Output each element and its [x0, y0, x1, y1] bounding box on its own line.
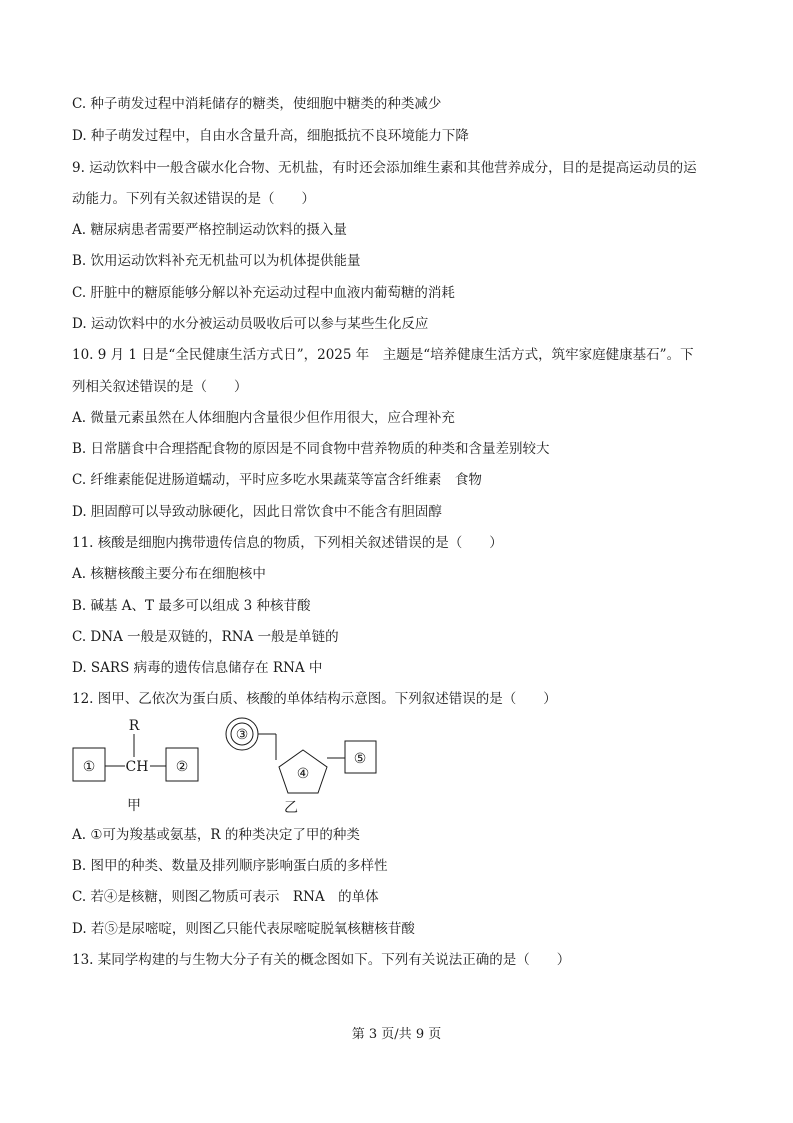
option-c: C. 肝脏中的糖原能够分解以补充运动过程中血液内葡萄糖的消耗 — [72, 285, 455, 301]
option-a: A. 糖尿病患者需要严格控制运动饮料的摄入量 — [72, 222, 347, 238]
option-b: B. 日常膳食中合理搭配食物的原因是不同食物中营养物质的种类和含量差别较大 — [72, 441, 550, 457]
option-c: C. 纤维素能促进肠道蠕动，平时应多吃水果蔬菜等富含纤维素 食物 — [72, 472, 482, 488]
option-a: A. ①可为羧基或氨基，R 的种类决定了甲的种类 — [72, 827, 360, 843]
question-11-stem: 11. 核酸是细胞内携带遗传信息的物质，下列相关叙述错误的是（ ） — [72, 535, 503, 551]
option-b: B. 图甲的种类、数量及排列顺序影响蛋白质的多样性 — [72, 858, 388, 874]
text-line: C. 种子萌发过程中消耗储存的糖类，使细胞中糖类的种类减少 — [72, 96, 442, 112]
option-d: D. 若⑤是尿嘧啶，则图乙只能代表尿嘧啶脱氧核糖核苷酸 — [72, 921, 415, 937]
option-b: B. 碱基 A、T 最多可以组成 3 种核苷酸 — [72, 598, 311, 614]
jia-box-2-label: ② — [175, 759, 189, 775]
option-c: C. DNA 一般是双链的，RNA 一般是单链的 — [72, 629, 339, 645]
yi-caption: 乙 — [284, 800, 298, 816]
jia-r-group-label: R — [128, 718, 140, 734]
question-12-stem: 12. 图甲、乙依次为蛋白质、核酸的单体结构示意图。下列叙述错误的是（ ） — [72, 691, 557, 707]
yi-circle-label: ③ — [235, 727, 249, 743]
option-d: D. SARS 病毒的遗传信息储存在 RNA 中 — [72, 660, 323, 676]
jia-caption: 甲 — [127, 798, 141, 814]
jia-box-1-label: ① — [82, 759, 96, 775]
question-9-stem: 9. 运动饮料中一般含碳水化合物、无机盐，有时还会添加维生素和其他营养成分，目的是提高运动员的运 — [72, 160, 697, 176]
yi-pentagon-label: ④ — [296, 766, 310, 782]
option-b: B. 饮用运动饮料补充无机盐可以为机体提供能量 — [72, 253, 361, 269]
question-9-stem-cont: 动能力。下列有关叙述错误的是（ ） — [72, 191, 315, 207]
option-d: D. 胆固醇可以导致动脉硬化，因此日常饮食中不能含有胆固醇 — [72, 504, 442, 520]
yi-box-label: ⑤ — [353, 751, 367, 767]
question-10-stem: 10. 9 月 1 日是“全民健康生活方式日”，2025 年 主题是“培养健康生活方式，筑牢家庭健康基石”。下 — [72, 347, 694, 363]
text-line: D. 种子萌发过程中，自由水含量升高，细胞抵抗不良环境能力下降 — [72, 128, 469, 144]
option-a: A. 核糖核酸主要分布在细胞核中 — [72, 566, 266, 582]
option-a: A. 微量元素虽然在人体细胞内含量很少但作用很大，应合理补充 — [72, 410, 455, 426]
option-c: C. 若④是核糖，则图乙物质可表示 RNA 的单体 — [72, 889, 379, 905]
option-d: D. 运动饮料中的水分被运动员吸收后可以参与某些生化反应 — [72, 316, 429, 332]
question-10-stem-cont: 列相关叙述错误的是（ ） — [72, 379, 248, 395]
question-13-stem: 13. 某同学构建的与生物大分子有关的概念图如下。下列有关说法正确的是（ ） — [72, 952, 571, 968]
jia-center-label: CH — [125, 759, 149, 775]
page-number: 第 3 页/共 9 页 — [351, 1027, 442, 1042]
